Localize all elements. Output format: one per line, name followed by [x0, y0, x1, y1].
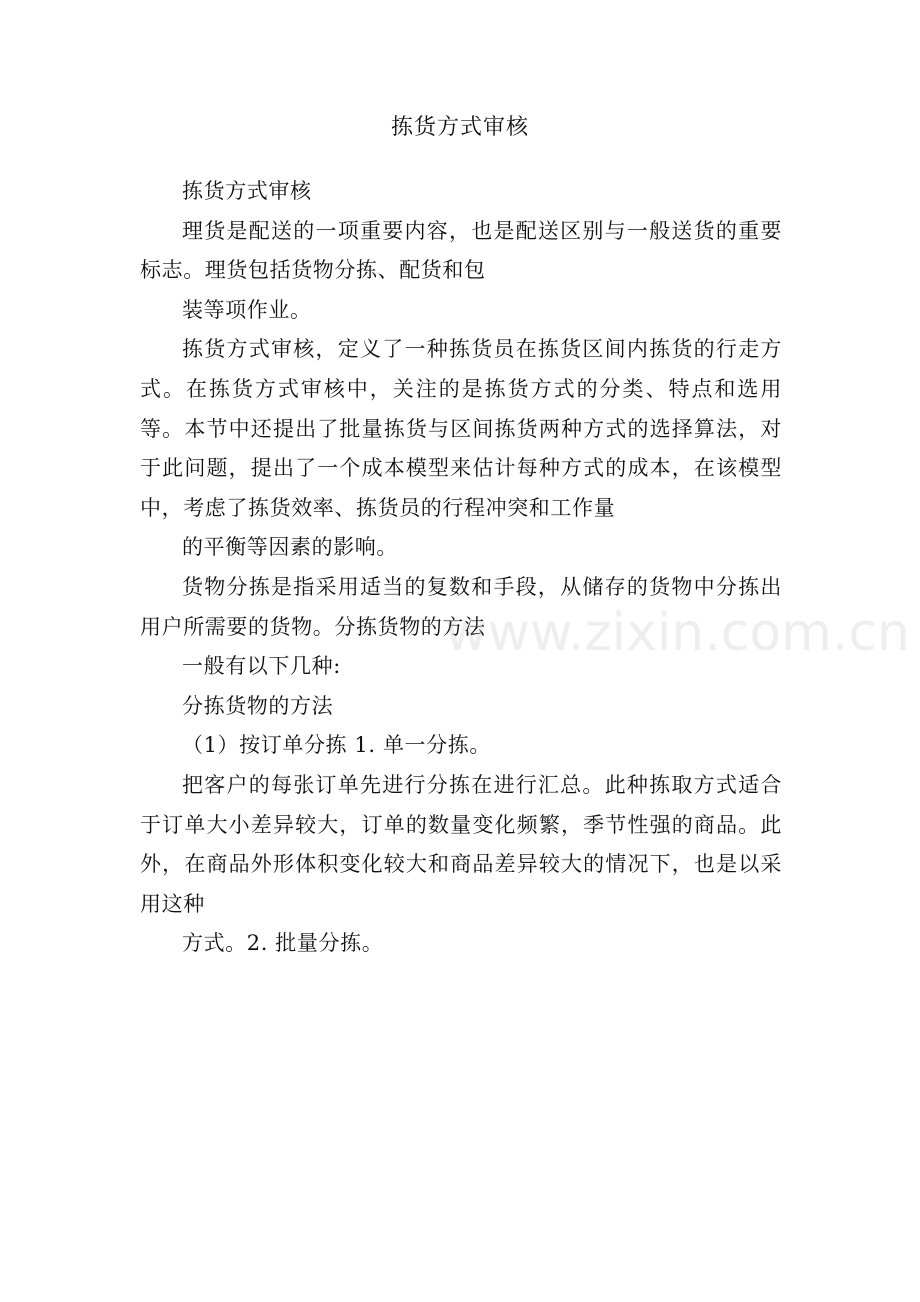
paragraph: 把客户的每张订单先进行分拣在进行汇总。此种拣取方式适合于订单大小差异较大，订单的数量变化频繁，季节性强的商品。此外，在商品外形体积变化较大和商品差异较大的情况下，也是以采用这种: [140, 772, 782, 916]
watermark: www.zixin.com.cn: [445, 603, 910, 663]
paragraph: 方式。2. 批量分拣。: [182, 931, 384, 956]
paragraph: 装等项作业。: [182, 297, 312, 322]
document-title: 拣货方式审核: [390, 115, 529, 140]
paragraph: 一般有以下几种:: [182, 654, 341, 679]
paragraph: （1）按订单分拣 1. 单一分拣。: [182, 733, 491, 758]
paragraph: 理货是配送的一项重要内容，也是配送区别与一般送货的重要标志。理货包括货物分拣、配货和包: [140, 218, 782, 283]
paragraph: 分拣货物的方法: [182, 693, 334, 718]
paragraph: 的平衡等因素的影响。: [182, 535, 398, 560]
paragraph: 拣货方式审核: [182, 179, 312, 203]
paragraph: 货物分拣是指采用适当的复数和手段，从储存的货物中分拣出用户所需要的货物。分拣货物的方法: [140, 574, 782, 639]
paragraph: 拣货方式审核，定义了一种拣货员在拣货区间内拣货的行走方式。在拣货方式审核中，关注的是拣货方式的分类、特点和选用等。本节中还提出了批量拣货与区间拣货两种方式的选择算法，对于此问题，提出了一个成本模型来估计每种方式的成本，在该模型中，考虑了拣货效率、拣货员的行程冲突和工作量: [140, 337, 782, 520]
document-body: [140, 172, 782, 964]
